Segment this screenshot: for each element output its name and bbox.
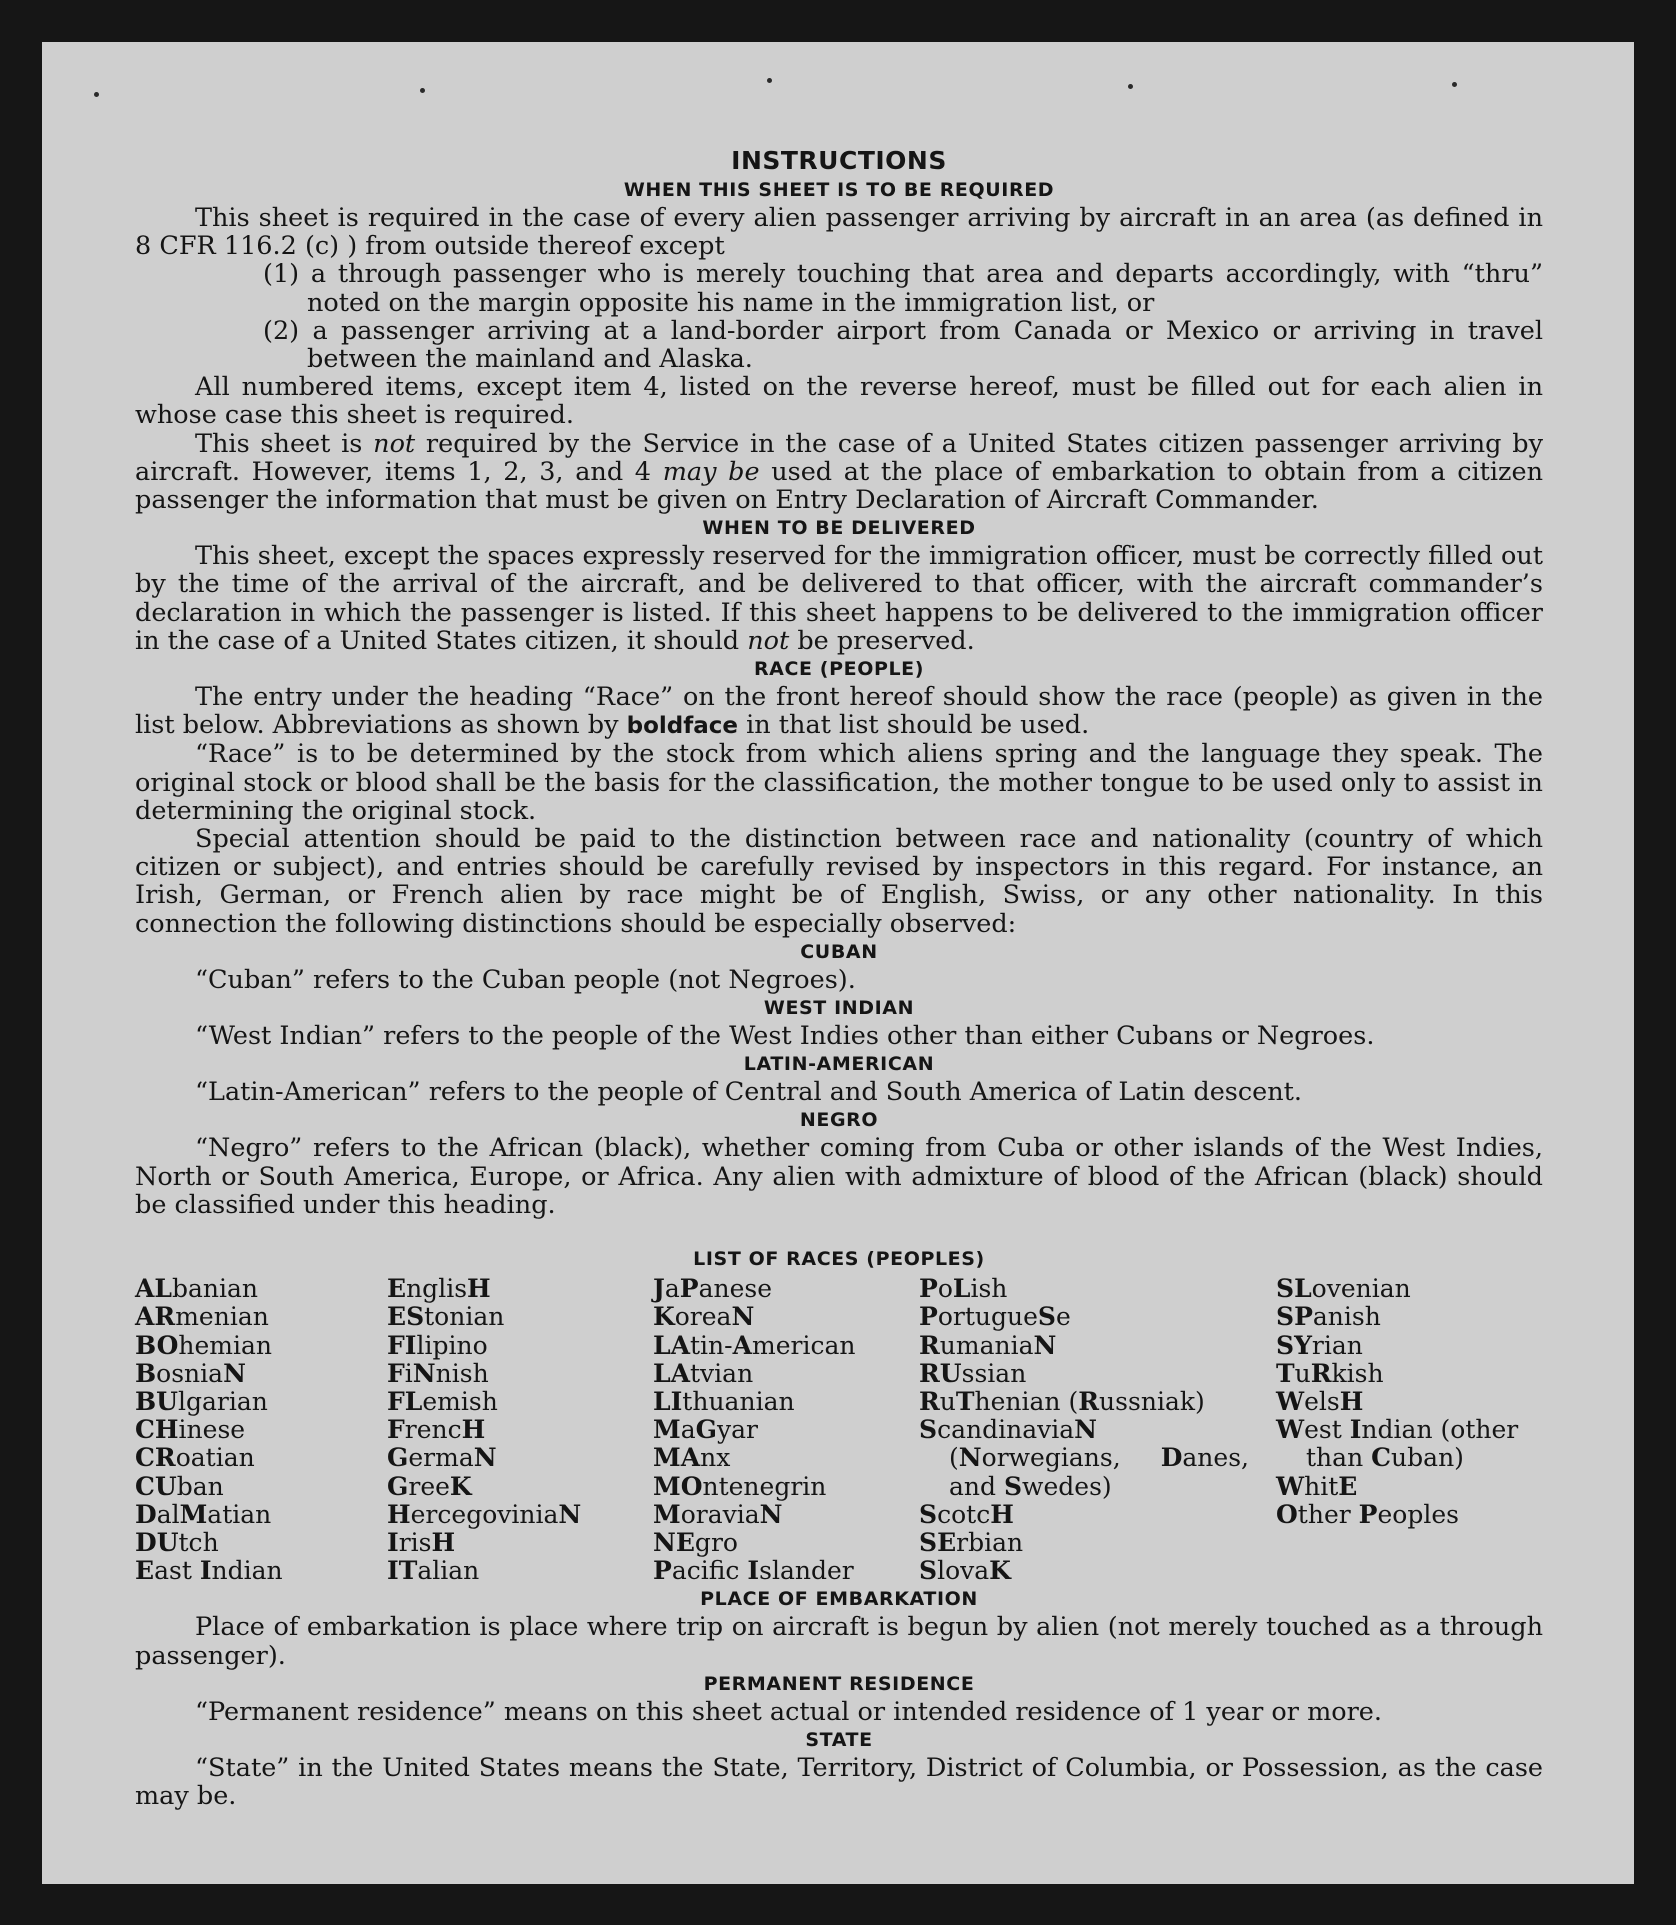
text-span: required by the Service in the case of a United States citizen passenger arriving by aircraft. However, items 1, 2, 3, and 4	[135, 428, 1543, 487]
race-entry: ScandinaviaN (Norwegians, Danes, and Swedes)	[919, 1415, 1249, 1501]
speck-mark	[1128, 84, 1133, 89]
race-entry: MAnx	[653, 1443, 731, 1473]
race-entry: MaGyar	[653, 1415, 758, 1445]
races-column	[387, 1275, 653, 1585]
section-heading-when-delivered: WHEN TO BE DELIVERED	[702, 517, 976, 540]
race-entry: RUssian	[919, 1358, 1027, 1388]
speck-mark	[1452, 82, 1457, 87]
text-span: be preserved.	[789, 625, 975, 656]
text-span: The entry under the heading “Race” on the front hereof should show the race (people) as given in the list below. Abbreviations as shown by	[135, 682, 1543, 741]
race-entry: SErbian	[919, 1527, 1024, 1557]
race-entry: JaPanese	[653, 1274, 773, 1304]
section-heading-west-indian: WEST INDIAN	[763, 997, 915, 1020]
race-entry: GreeK	[387, 1471, 472, 1501]
section-heading-list-of-races: LIST OF RACES (PEOPLES)	[693, 1248, 985, 1271]
race-entry: MoraviaN	[653, 1499, 783, 1529]
race-entry: PortugueSe	[919, 1302, 1071, 1332]
race-entry: FIlipino	[387, 1330, 488, 1360]
speck-mark	[420, 88, 425, 93]
text-span: This sheet, except the spaces expressly reserved for the immigration officer, must be correctly filled out by the time of the arrival of the aircraft, and be delivered to that officer, with the aircraft commander’s declaration in which the passenger is listed. If this sheet happens to be delivered to the immigration officer in the case of a United States citizen, it should	[135, 541, 1543, 656]
race-entry: LAtin-American	[653, 1330, 856, 1360]
race-entry: SlovaK	[919, 1556, 1011, 1586]
race-entry: CRoatian	[135, 1443, 255, 1473]
race-entry: West Indian (other than Cuban)	[1276, 1415, 1519, 1473]
paragraph: All numbered items, except item 4, listed on the reverse hereof, must be filled out for each alien in whose case this sheet is required.	[135, 372, 1543, 431]
race-entry: East Indian	[135, 1556, 283, 1586]
race-entry: DUtch	[135, 1527, 219, 1557]
races-list	[135, 1275, 1543, 1585]
section-heading-embarkation: PLACE OF EMBARKATION	[700, 1588, 978, 1611]
race-entry: MOntenegrin	[653, 1471, 827, 1501]
paragraph: “Race” is to be determined by the stock from which aliens spring and the language they speak. The original stock or blood shall be the basis for the classification, the mother tongue to be used only to assist in determining the original stock.	[135, 739, 1543, 826]
race-entry: Other Peoples	[1276, 1499, 1459, 1529]
text-span: in that list should be used.	[738, 710, 1090, 741]
races-column	[1276, 1275, 1543, 1585]
speck-mark	[94, 92, 99, 97]
race-entry: CUban	[135, 1471, 224, 1501]
paragraph: “Negro” refers to the African (black), whether coming from Cuba or other islands of the West Indies, North or South America, Europe, or Africa. Any alien with admixture of blood of the African (black) should be classified under this heading.	[135, 1133, 1543, 1220]
instructions-content	[135, 108, 1543, 1810]
race-entry: RuThenian (Russniak)	[919, 1386, 1205, 1416]
race-entry: WhitE	[1276, 1471, 1358, 1501]
races-column	[135, 1275, 387, 1585]
paragraph: Place of embarkation is place where trip on aircraft is begun by alien (not merely touched as a through passenger).	[135, 1612, 1543, 1671]
boldface-word: boldface	[626, 713, 738, 740]
race-entry: FrencH	[387, 1415, 486, 1445]
races-column	[919, 1275, 1276, 1585]
race-entry: FLemish	[387, 1386, 498, 1416]
race-entry: NEgro	[653, 1527, 738, 1557]
emphasis: not	[747, 625, 790, 656]
race-entry: IrisH	[387, 1527, 456, 1557]
race-entry: ITalian	[387, 1556, 480, 1586]
paragraph: “State” in the United States means the State, Territory, District of Columbia, or Possession, as the case may be.	[135, 1752, 1543, 1812]
emphasis: not	[373, 428, 416, 459]
section-heading-race: RACE (PEOPLE)	[753, 658, 925, 681]
section-heading-when-required: WHEN THIS SHEET IS TO BE REQUIRED	[623, 179, 1055, 201]
race-entry: LIthuanian	[653, 1386, 795, 1416]
race-entry: Pacifc Islander	[653, 1556, 854, 1586]
race-entry: TuRkish	[1276, 1358, 1384, 1388]
section-heading-cuban: CUBAN	[800, 940, 878, 963]
race-entry: FiNnish	[387, 1358, 489, 1388]
section-heading-latin-american: LATIN-AMERICAN	[743, 1053, 935, 1076]
paragraph: “Cuban” refers to the Cuban people (not Negroes).	[195, 964, 856, 995]
race-entry: PoLish	[919, 1274, 1008, 1304]
race-entry: GermaN	[387, 1443, 497, 1473]
race-entry: RumaniaN	[919, 1330, 1057, 1360]
text-span: This sheet is	[195, 428, 374, 459]
paragraph	[135, 683, 1543, 740]
race-entry: BUlgarian	[135, 1386, 268, 1416]
race-entry: SPanish	[1276, 1302, 1381, 1332]
paragraph: “Latin-American” refers to the people of Central and South America of Latin descent.	[195, 1077, 1303, 1108]
race-entry: ScotcH	[919, 1499, 1014, 1529]
race-entry: KoreaN	[653, 1302, 755, 1332]
section-heading-state: STATE	[805, 1728, 873, 1751]
race-entry: EnglisH	[387, 1274, 491, 1304]
race-entry: BosniaN	[135, 1358, 246, 1388]
text-span: used at the place of embarkation to obtain from a citizen passenger the information that must be given on Entry Declaration of Aircraft Commander.	[135, 456, 1544, 516]
race-entry: CHinese	[135, 1415, 246, 1445]
section-heading-permanent-residence: PERMANENT RESIDENCE	[703, 1672, 975, 1695]
paragraph: “Permanent residence” means on this sheet actual or intended residence of 1 year or more.	[195, 1696, 1382, 1727]
paragraph: This sheet is required in the case of every alien passenger arriving by aircraft in an area (as defined in 8 CFR 116.2 (c) ) from outside thereof except	[135, 203, 1543, 262]
race-entry: WelsH	[1276, 1386, 1364, 1416]
race-entry: SLovenian	[1276, 1274, 1411, 1304]
paragraph	[135, 542, 1543, 655]
document-sheet	[42, 42, 1634, 1884]
paragraph: Special attention should be paid to the distinction between race and nationality (country of which citizen or subject), and entries should be carefully revised by inspectors in this regard. For instance, an Irish, German, or French alien by race might be of English, Swiss, or any other nationality. In this connection the following distinctions should be especially observed:	[135, 824, 1543, 939]
paragraph	[135, 430, 1543, 515]
races-column	[653, 1275, 919, 1585]
race-entry: SYrian	[1276, 1330, 1363, 1360]
race-entry: ARmenian	[135, 1302, 269, 1332]
race-entry: LAtvian	[653, 1358, 754, 1388]
race-entry: ALbanian	[135, 1274, 259, 1304]
page-title: INSTRUCTIONS	[731, 146, 947, 175]
race-entry: BOhemian	[135, 1330, 273, 1360]
emphasis: may be	[662, 456, 760, 487]
race-entry: EStonian	[387, 1302, 505, 1332]
paragraph: “West Indian” refers to the people of the West Indies other than either Cubans or Negroes.	[195, 1021, 1375, 1052]
section-heading-negro: NEGRO	[799, 1109, 879, 1132]
race-entry: HercegoviniaN	[387, 1499, 582, 1529]
race-entry: DalMatian	[135, 1499, 272, 1529]
list-item: (2) a passenger arriving at a land-border airport from Canada or Mexico or arriving in travel between the mainland and Alaska.	[263, 315, 1543, 375]
list-item: (1) a through passenger who is merely touching that area and departs accordingly, with “thru” noted on the margin opposite his name in the immigration list, or	[263, 259, 1543, 318]
speck-mark	[767, 78, 772, 83]
